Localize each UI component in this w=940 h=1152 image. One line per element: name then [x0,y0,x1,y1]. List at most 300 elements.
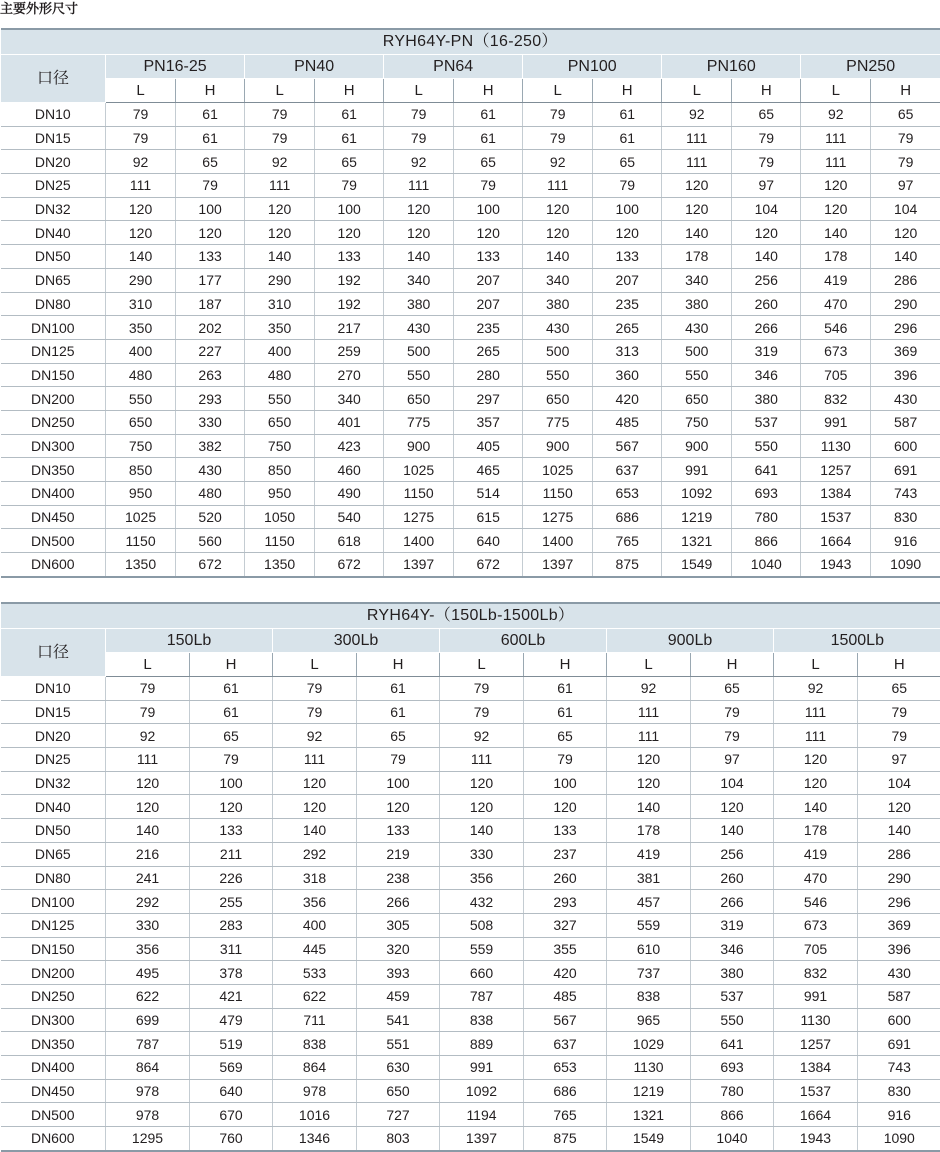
length-value-cell: 92 [801,103,871,127]
length-value-cell: 120 [523,197,593,221]
length-value-cell: 111 [774,700,858,724]
length-value-cell: 660 [440,961,524,985]
length-value-cell: 1029 [607,1032,691,1056]
pressure-group-row [1,55,940,79]
length-value-cell: 178 [662,245,732,269]
length-label: L [440,653,524,677]
length-value-cell: 1219 [662,505,732,529]
length-value-cell: 120 [384,197,454,221]
length-value-cell: 1130 [607,1056,691,1080]
nominal-diameter-cell: DN20 [1,150,106,174]
height-value-cell: 259 [315,339,384,363]
length-value-cell: 950 [245,482,315,506]
table-row [1,292,940,316]
lb-dimension-table [0,602,940,1152]
height-label: H [176,79,245,103]
height-value-cell: 672 [454,553,523,577]
height-value-cell: 405 [454,434,523,458]
height-value-cell: 653 [593,482,662,506]
table-row [1,984,940,1008]
length-value-cell: 92 [774,677,858,701]
nominal-diameter-cell: DN500 [1,1103,106,1127]
length-value-cell: 120 [384,221,454,245]
height-value-cell: 330 [176,410,245,434]
length-value-cell: 500 [523,339,593,363]
nominal-diameter-cell: DN40 [1,795,106,819]
length-value-cell: 92 [440,724,524,748]
length-value-cell: 79 [273,677,357,701]
height-value-cell: 875 [524,1127,607,1151]
height-value-cell: 104 [871,197,940,221]
length-value-cell: 480 [106,363,176,387]
height-value-cell: 327 [524,913,607,937]
height-value-cell: 686 [524,1079,607,1103]
table-row [1,553,940,577]
height-value-cell: 65 [732,103,801,127]
height-value-cell: 340 [315,387,384,411]
height-value-cell: 140 [871,245,940,269]
length-value-cell: 787 [440,984,524,1008]
nominal-diameter-cell: DN10 [1,677,106,701]
length-value-cell: 120 [774,748,858,772]
table-row [1,819,940,843]
table-row [1,1056,940,1080]
length-value-cell: 120 [106,795,190,819]
height-value-cell: 550 [691,1008,774,1032]
height-value-cell: 480 [176,482,245,506]
height-value-cell: 61 [593,103,662,127]
height-value-cell: 61 [176,103,245,127]
height-value-cell: 311 [190,937,273,961]
length-value-cell: 120 [662,197,732,221]
height-value-cell: 120 [732,221,801,245]
table-row [1,1127,940,1151]
height-value-cell: 320 [357,937,440,961]
length-value-cell: 1025 [523,458,593,482]
length-value-cell: 787 [106,1032,190,1056]
height-label: H [454,79,523,103]
length-value-cell: 111 [662,126,732,150]
length-value-cell: 775 [384,410,454,434]
length-value-cell: 111 [245,174,315,198]
length-value-cell: 120 [774,771,858,795]
height-value-cell: 430 [858,961,940,985]
nominal-diameter-cell: DN350 [1,1032,106,1056]
length-value-cell: 79 [106,126,176,150]
length-value-cell: 79 [273,700,357,724]
length-value-cell: 120 [106,197,176,221]
height-value-cell: 286 [871,268,940,292]
height-value-cell: 1090 [858,1127,940,1151]
length-value-cell: 120 [106,771,190,795]
length-value-cell: 650 [662,387,732,411]
table-row [1,245,940,269]
length-value-cell: 120 [245,197,315,221]
length-value-cell: 978 [106,1103,190,1127]
pressure-class-header: 900Lb [607,629,774,653]
length-label: L [523,79,593,103]
nominal-diameter-cell: DN15 [1,126,106,150]
height-value-cell: 238 [357,866,440,890]
height-value-cell: 640 [454,529,523,553]
height-value-cell: 567 [524,1008,607,1032]
height-value-cell: 420 [593,387,662,411]
length-value-cell: 650 [106,410,176,434]
height-value-cell: 120 [357,795,440,819]
length-value-cell: 120 [440,771,524,795]
height-value-cell: 140 [732,245,801,269]
height-value-cell: 743 [858,1056,940,1080]
height-value-cell: 541 [357,1008,440,1032]
height-value-cell: 672 [315,553,384,577]
table-row [1,913,940,937]
height-value-cell: 266 [691,890,774,914]
pressure-class-header: PN64 [384,55,523,79]
height-value-cell: 587 [871,410,940,434]
height-value-cell: 270 [315,363,384,387]
height-value-cell: 207 [593,268,662,292]
length-value-cell: 350 [245,316,315,340]
nominal-diameter-cell: DN32 [1,771,106,795]
height-value-cell: 235 [593,292,662,316]
length-value-cell: 111 [801,150,871,174]
length-value-cell: 546 [801,316,871,340]
height-value-cell: 378 [190,961,273,985]
height-value-cell: 357 [454,410,523,434]
height-value-cell: 401 [315,410,384,434]
length-value-cell: 550 [662,363,732,387]
length-value-cell: 292 [273,842,357,866]
length-value-cell: 111 [273,748,357,772]
length-label: L [662,79,732,103]
length-value-cell: 310 [245,292,315,316]
height-value-cell: 65 [190,724,273,748]
nominal-diameter-cell: DN150 [1,937,106,961]
height-value-cell: 217 [315,316,384,340]
height-value-cell: 866 [691,1103,774,1127]
length-value-cell: 290 [106,268,176,292]
length-value-cell: 832 [801,387,871,411]
height-value-cell: 263 [176,363,245,387]
length-value-cell: 991 [440,1056,524,1080]
length-value-cell: 850 [245,458,315,482]
length-value-cell: 508 [440,913,524,937]
length-value-cell: 750 [106,434,176,458]
height-value-cell: 260 [732,292,801,316]
length-value-cell: 111 [440,748,524,772]
height-value-cell: 79 [732,126,801,150]
height-value-cell: 207 [454,292,523,316]
table-row [1,700,940,724]
length-value-cell: 432 [440,890,524,914]
height-value-cell: 79 [454,174,523,198]
length-value-cell: 1025 [106,505,176,529]
height-label: H [593,79,662,103]
height-value-cell: 875 [593,553,662,577]
height-value-cell: 120 [691,795,774,819]
height-value-cell: 79 [691,724,774,748]
length-value-cell: 79 [106,103,176,127]
length-value-cell: 140 [273,819,357,843]
height-value-cell: 120 [871,221,940,245]
height-value-cell: 618 [315,529,384,553]
height-value-cell: 104 [732,197,801,221]
height-value-cell: 319 [691,913,774,937]
length-value-cell: 559 [607,913,691,937]
length-value-cell: 356 [106,937,190,961]
height-value-cell: 79 [176,174,245,198]
nominal-diameter-cell: DN125 [1,913,106,937]
length-value-cell: 120 [245,221,315,245]
table-row [1,268,940,292]
height-label: H [524,653,607,677]
height-value-cell: 79 [871,126,940,150]
length-value-cell: 340 [523,268,593,292]
length-value-cell: 120 [607,748,691,772]
height-value-cell: 296 [871,316,940,340]
height-value-cell: 140 [691,819,774,843]
length-value-cell: 750 [245,434,315,458]
height-value-cell: 202 [176,316,245,340]
height-value-cell: 319 [732,339,801,363]
table-row [1,842,940,866]
pressure-class-header: PN250 [801,55,940,79]
length-value-cell: 838 [273,1032,357,1056]
height-value-cell: 830 [871,505,940,529]
dimension-label-row [1,79,940,103]
dimension-label-row [1,653,940,677]
height-value-cell: 79 [524,748,607,772]
table-row [1,677,940,701]
nominal-diameter-cell: DN400 [1,482,106,506]
height-value-cell: 61 [593,126,662,150]
length-value-cell: 1549 [662,553,732,577]
table-row [1,339,940,363]
height-value-cell: 369 [871,339,940,363]
height-value-cell: 650 [357,1079,440,1103]
height-value-cell: 79 [871,150,940,174]
length-value-cell: 1400 [384,529,454,553]
height-value-cell: 61 [454,126,523,150]
height-value-cell: 120 [454,221,523,245]
length-value-cell: 991 [801,410,871,434]
nominal-diameter-cell: DN32 [1,197,106,221]
height-label: H [691,653,774,677]
length-value-cell: 400 [273,913,357,937]
height-value-cell: 100 [315,197,384,221]
height-label: H [190,653,273,677]
length-value-cell: 470 [774,866,858,890]
nominal-diameter-cell: DN20 [1,724,106,748]
length-value-cell: 419 [607,842,691,866]
length-value-cell: 838 [607,984,691,1008]
height-value-cell: 133 [524,819,607,843]
length-value-cell: 1321 [662,529,732,553]
nominal-diameter-cell: DN250 [1,984,106,1008]
pressure-class-header: 150Lb [106,629,273,653]
height-value-cell: 133 [593,245,662,269]
height-value-cell: 100 [357,771,440,795]
height-value-cell: 485 [593,410,662,434]
height-value-cell: 79 [858,700,940,724]
height-value-cell: 743 [871,482,940,506]
nominal-diameter-cell: DN65 [1,842,106,866]
height-value-cell: 670 [190,1103,273,1127]
height-value-cell: 237 [524,842,607,866]
length-value-cell: 559 [440,937,524,961]
height-value-cell: 207 [454,268,523,292]
pressure-class-header: PN16-25 [106,55,245,79]
table-row [1,410,940,434]
length-value-cell: 1130 [801,434,871,458]
height-value-cell: 653 [524,1056,607,1080]
table-row [1,387,940,411]
length-value-cell: 140 [384,245,454,269]
length-value-cell: 120 [801,174,871,198]
length-label: L [607,653,691,677]
height-value-cell: 265 [593,316,662,340]
table-row [1,221,940,245]
nominal-diameter-cell: DN50 [1,819,106,843]
table-row [1,1103,940,1127]
height-value-cell: 79 [593,174,662,198]
nominal-diameter-cell: DN80 [1,292,106,316]
height-value-cell: 369 [858,913,940,937]
height-value-cell: 382 [176,434,245,458]
length-label: L [106,653,190,677]
nominal-diameter-cell: DN250 [1,410,106,434]
length-value-cell: 111 [106,748,190,772]
length-value-cell: 111 [662,150,732,174]
height-value-cell: 192 [315,292,384,316]
height-value-cell: 600 [871,434,940,458]
table-row [1,724,940,748]
length-value-cell: 120 [523,221,593,245]
height-value-cell: 61 [315,103,384,127]
height-value-cell: 219 [357,842,440,866]
length-value-cell: 381 [607,866,691,890]
height-value-cell: 283 [190,913,273,937]
height-value-cell: 61 [454,103,523,127]
height-value-cell: 693 [691,1056,774,1080]
table-row [1,529,940,553]
length-value-cell: 79 [245,103,315,127]
length-value-cell: 1295 [106,1127,190,1151]
height-value-cell: 560 [176,529,245,553]
length-value-cell: 991 [662,458,732,482]
height-value-cell: 421 [190,984,273,1008]
length-value-cell: 241 [106,866,190,890]
height-value-cell: 65 [357,724,440,748]
length-value-cell: 292 [106,890,190,914]
nominal-diameter-cell: DN600 [1,553,106,577]
pn-dimension-table [0,28,940,578]
height-value-cell: 100 [593,197,662,221]
length-value-cell: 1016 [273,1103,357,1127]
height-value-cell: 540 [315,505,384,529]
height-value-cell: 280 [454,363,523,387]
height-value-cell: 780 [691,1079,774,1103]
length-value-cell: 650 [384,387,454,411]
length-value-cell: 1257 [774,1032,858,1056]
table-row [1,505,940,529]
height-label: H [732,79,801,103]
length-value-cell: 111 [106,174,176,198]
length-value-cell: 120 [440,795,524,819]
height-value-cell: 514 [454,482,523,506]
length-value-cell: 673 [801,339,871,363]
length-label: L [106,79,176,103]
length-value-cell: 430 [384,316,454,340]
length-value-cell: 550 [106,387,176,411]
length-value-cell: 400 [245,339,315,363]
height-value-cell: 97 [691,748,774,772]
table-row [1,961,940,985]
height-value-cell: 640 [190,1079,273,1103]
length-value-cell: 850 [106,458,176,482]
length-value-cell: 111 [774,724,858,748]
length-value-cell: 864 [106,1056,190,1080]
height-value-cell: 360 [593,363,662,387]
length-value-cell: 380 [523,292,593,316]
length-label: L [273,653,357,677]
height-value-cell: 104 [858,771,940,795]
length-value-cell: 1050 [245,505,315,529]
pressure-class-header: PN160 [662,55,801,79]
length-value-cell: 699 [106,1008,190,1032]
length-value-cell: 79 [523,103,593,127]
length-value-cell: 92 [106,724,190,748]
height-value-cell: 79 [858,724,940,748]
height-value-cell: 396 [871,363,940,387]
height-value-cell: 490 [315,482,384,506]
height-value-cell: 615 [454,505,523,529]
length-value-cell: 1275 [384,505,454,529]
height-value-cell: 120 [858,795,940,819]
height-value-cell: 916 [871,529,940,553]
height-value-cell: 79 [357,748,440,772]
height-label: H [871,79,940,103]
table-row [1,1079,940,1103]
length-value-cell: 1092 [440,1079,524,1103]
height-value-cell: 686 [593,505,662,529]
length-value-cell: 550 [523,363,593,387]
length-value-cell: 1943 [774,1127,858,1151]
length-value-cell: 838 [440,1008,524,1032]
length-value-cell: 120 [273,795,357,819]
height-value-cell: 260 [691,866,774,890]
height-value-cell: 61 [524,677,607,701]
height-value-cell: 61 [190,700,273,724]
length-value-cell: 775 [523,410,593,434]
length-value-cell: 1219 [607,1079,691,1103]
nominal-diameter-cell: DN600 [1,1127,106,1151]
height-value-cell: 260 [524,866,607,890]
length-value-cell: 350 [106,316,176,340]
pressure-class-header: PN100 [523,55,662,79]
length-value-cell: 950 [106,482,176,506]
length-value-cell: 737 [607,961,691,985]
length-value-cell: 79 [523,126,593,150]
height-value-cell: 100 [190,771,273,795]
height-value-cell: 641 [691,1032,774,1056]
length-value-cell: 1321 [607,1103,691,1127]
length-value-cell: 470 [801,292,871,316]
height-value-cell: 346 [691,937,774,961]
height-value-cell: 61 [315,126,384,150]
height-value-cell: 355 [524,937,607,961]
length-value-cell: 480 [245,363,315,387]
